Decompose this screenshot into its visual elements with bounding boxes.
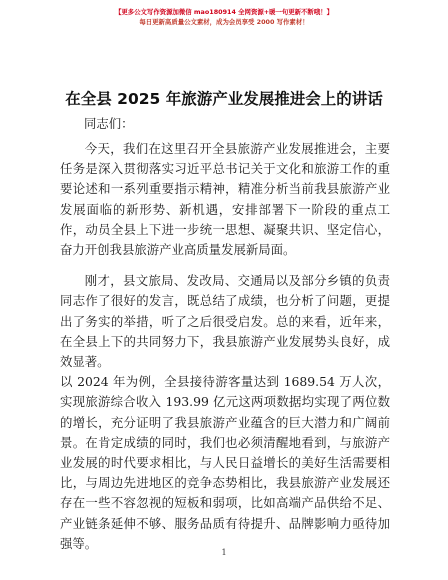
page-number: 1 bbox=[221, 548, 227, 557]
promo-banner-line-2: 每日更新高质量公文素材，成为会员享受 2000 写作素材！ bbox=[139, 18, 309, 26]
document-body bbox=[60, 139, 390, 554]
body-paragraph-1: 今天，我们在这里召开全县旅游产业发展推进会，主要任务是深入贯彻落实习近平总书记关于文化和旅游工作的重要论述和一系列重要指示精神，精准分析当前我县旅游产业发展面临的新形势、新机遇，安排部署下一阶段的重点工作，动员全县上下进一步统一思想、凝聚共识、坚定信心，奋力开创我县旅游产业高质量发展新局面。 bbox=[60, 141, 390, 258]
promo-banner-line-1: 【更多公文写作资源加微信 mao180914 全网资源+暖一句更新不断哦！】 bbox=[114, 8, 333, 16]
salutation: 同志们： bbox=[84, 116, 134, 131]
document-title: 在全县 2025 年旅游产业发展推进会上的讲话 bbox=[65, 90, 383, 108]
promo-banner bbox=[0, 7, 448, 27]
body-paragraph-2-continued: 以 2024 年为例，全县接待游客量达到 1689.54 万人次，实现旅游综合收入 193.99 亿元这两项数据均实现了两位数的增长，充分证明了我县旅游产业蕴含的巨大潜力和广阔前景。在肯定成绩的同时，我们也必须清醒地看到，与旅游产业发展的时代要求相比，与人民日益增长的美好生活需要相比，与周边先进地区的竞争态势相比，我县旅游产业发展还存在一些不容忽视的短板和弱项，比如高端产品供给不足、产业链条延伸不够、服务品质有待提升、品牌影响力亟待加强等。 bbox=[60, 374, 390, 551]
body-paragraph-2: 刚才，县文旅局、发改局、交通局以及部分乡镇的负责同志作了很好的发言，既总结了成绩，也分析了问题，更提出了务实的举措，听了之后很受启发。总的来看，近年来，在全县上下的共同努力下，我县旅游产业发展势头良好，成效显著。 bbox=[60, 273, 390, 370]
